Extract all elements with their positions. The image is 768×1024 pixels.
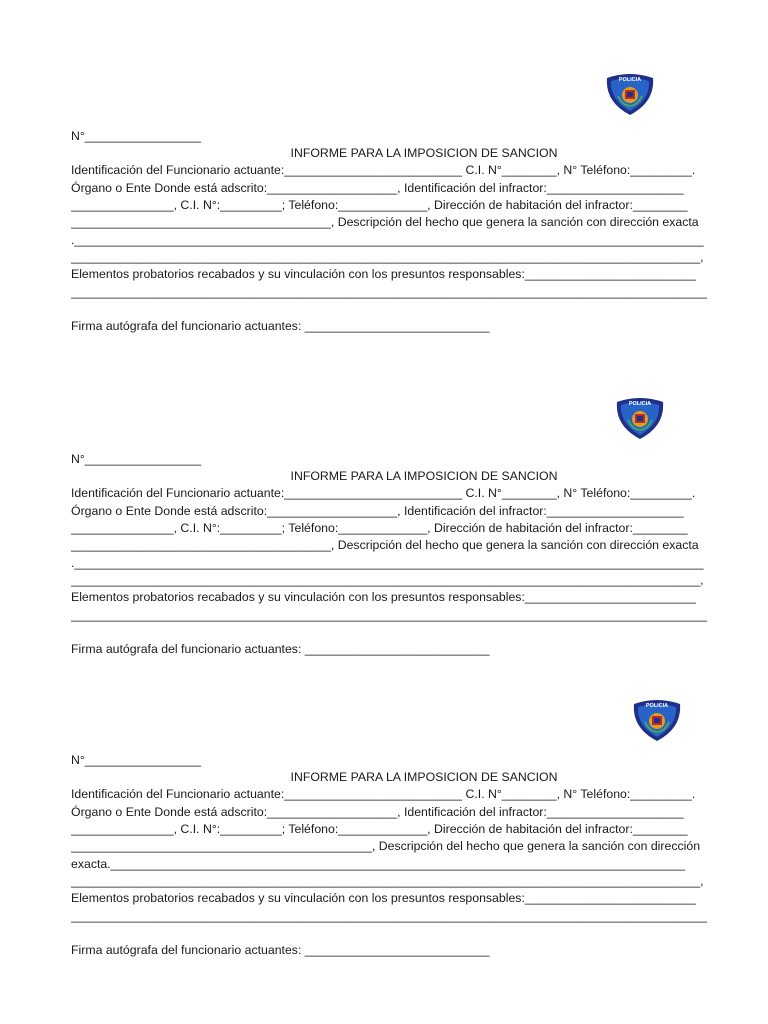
police-badge-icon [632,698,682,742]
signature-line: Firma autógrafa del funcionario actuantes: ___________________________ [71,319,490,333]
organ-and-infractor-line: Órgano o Ente Donde está adscrito:___________________, Identificación del infractor:____________________ [71,805,684,819]
police-badge-icon [615,396,665,440]
evidence-blank-line: _____________________________________________________________________________________________ [71,285,708,299]
organ-and-infractor-line: Órgano o Ente Donde está adscrito:___________________, Identificación del infractor:____________________ [71,504,684,518]
officer-identification-line: Identificación del Funcionario actuante:__________________________ C.I. N°________, N° Teléfono:_________. [71,787,696,801]
report-number-line: N°_________________ [71,753,202,767]
signature-line: Firma autógrafa del funcionario actuantes: ___________________________ [71,943,490,957]
description-line: ____________________________________________, Descripción del hecho que genera la sanción con dirección [71,839,701,853]
organ-and-infractor-line: Órgano o Ente Donde está adscrito:___________________, Identificación del infractor:____________________ [71,181,684,195]
infractor-id-phone-address-line: _______________, C.I. N°:_________; Teléfono:_____________, Dirección de habitación del infractor:________ [71,521,688,535]
infractor-id-phone-address-line: _______________, C.I. N°:_________; Teléfono:_____________, Dirección de habitación del infractor:________ [71,198,688,212]
description-blank-line-2: ____________________________________________________________________________________________, [71,874,704,888]
officer-identification-line: Identificación del Funcionario actuante:__________________________ C.I. N°________, N° Teléfono:_________. [71,486,696,500]
evidence-line: Elementos probatorios recabados y su vinculación con los presuntos responsables:_________________________ [71,267,696,281]
infractor-id-phone-address-line: _______________, C.I. N°:_________; Teléfono:_____________, Dirección de habitación del infractor:________ [71,822,688,836]
description-blank-line-1: .____________________________________________________________________________________________ [71,556,704,570]
description-line: ______________________________________, Descripción del hecho que genera la sanción con dirección exacta [71,215,699,229]
form-title: INFORME PARA LA IMPOSICION DE SANCION [290,770,558,784]
officer-identification-line: Identificación del Funcionario actuante:__________________________ C.I. N°________, N° Teléfono:_________. [71,163,696,177]
evidence-line: Elementos probatorios recabados y su vinculación con los presuntos responsables:_________________________ [71,891,696,905]
signature-line: Firma autógrafa del funcionario actuantes: ___________________________ [71,642,490,656]
badge-text: POLICIA [618,77,642,83]
police-badge-icon [605,72,655,116]
form-title: INFORME PARA LA IMPOSICION DE SANCION [290,469,558,483]
badge-text: POLICIA [645,703,669,709]
report-number-line: N°_________________ [71,452,202,466]
description-blank-line-2: ____________________________________________________________________________________________, [71,573,704,587]
description-blank-line-2: ____________________________________________________________________________________________, [71,250,704,264]
report-number-line: N°_________________ [71,129,202,143]
form-title: INFORME PARA LA IMPOSICION DE SANCION [290,146,558,160]
description-blank-line-1: .____________________________________________________________________________________________ [71,233,704,247]
description-blank-line-1: exacta.____________________________________________________________________________________ [71,857,686,871]
badge-text: POLICIA [628,401,652,407]
evidence-blank-line: _____________________________________________________________________________________________ [71,608,708,622]
evidence-line: Elementos probatorios recabados y su vinculación con los presuntos responsables:_________________________ [71,590,696,604]
evidence-blank-line: _____________________________________________________________________________________________ [71,909,708,923]
description-line: ______________________________________, Descripción del hecho que genera la sanción con dirección exacta [71,538,699,552]
